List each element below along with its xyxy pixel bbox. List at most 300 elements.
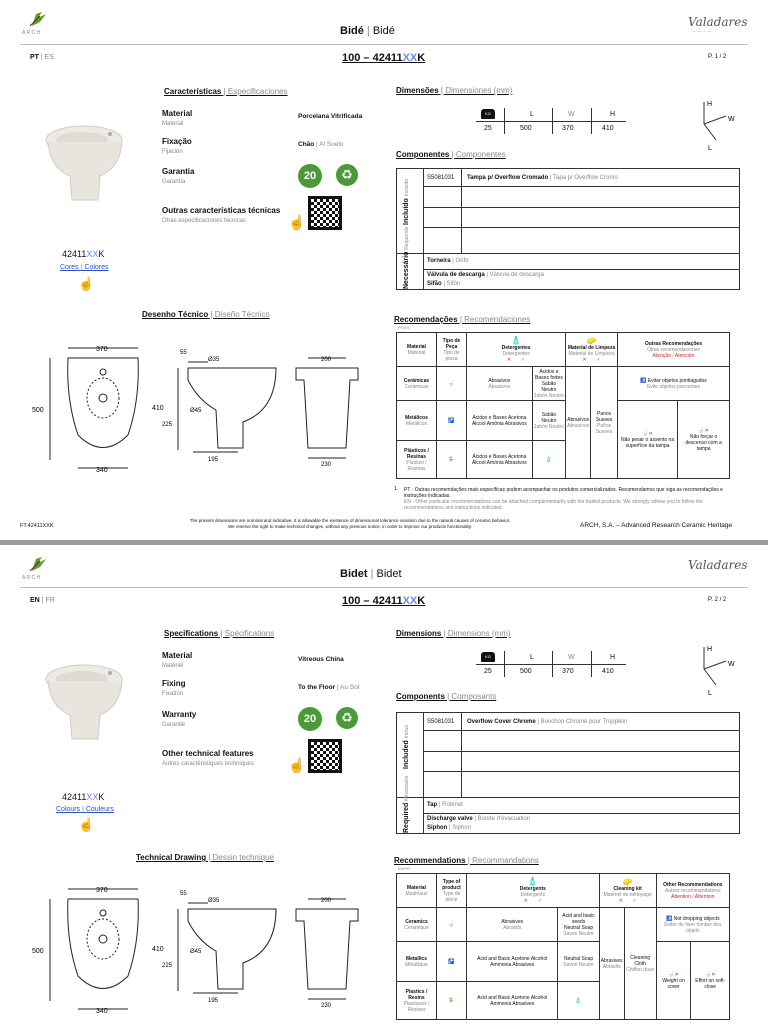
- dim-35: Ø35: [208, 898, 220, 904]
- components-title-alt: Componentes: [455, 150, 506, 159]
- no-sharp-icon: 🚮: [640, 377, 647, 384]
- product-image: [40, 120, 125, 205]
- separator: |: [484, 272, 490, 278]
- arch-logo-icon: [22, 8, 58, 28]
- toilet-icon: 🚽: [437, 908, 467, 942]
- soft-close-icon: 🚽: [698, 427, 705, 434]
- rec-row-plastics: Plastics / Resins Plastiques / Résines: [397, 982, 437, 1020]
- header-title: [340, 569, 402, 580]
- separator: |: [441, 629, 448, 638]
- page-number: P. 1 / 2: [708, 54, 727, 60]
- separator: |: [441, 281, 447, 287]
- model-prefix: 100 – 42411: [342, 595, 403, 607]
- rec-row-ceramics: Cerâmicas Cerámicas: [397, 367, 437, 401]
- rec-no-sharp: 🚮 Not dropping objects Éviter de faire tomber des objets: [656, 908, 729, 942]
- bidet-product-icon: [40, 659, 125, 744]
- fixing-value-primary: Chão: [298, 141, 315, 148]
- fixing-value: [298, 685, 359, 692]
- footer-company: ARCH, S.A. – Advanced Research Ceramic Heritage: [580, 522, 733, 529]
- dimensions-table: [476, 108, 626, 134]
- rec-acids-list-2: Acid and Basic Acetone Alcohol Ammonia Abrasives: [467, 982, 558, 1020]
- dim-230: 230: [321, 1003, 332, 1009]
- separator: |: [80, 806, 86, 813]
- features-title: [164, 630, 274, 638]
- rec-cloth: Panos Suaves Paños Suaves: [591, 367, 618, 479]
- dimensions-title-primary: Dimensions: [396, 629, 442, 638]
- axis-l-label: L: [708, 145, 712, 152]
- dim-value-w: 370: [562, 668, 574, 675]
- note-pt: PT - Outras recomendações mais específicas podem acompanhar os produtos comercializados. Recomendamos que siga as recomendações e instruções indicadas.: [404, 487, 723, 499]
- rec-row-metallics: Metallics Métallique: [397, 942, 437, 982]
- hand-pointer-icon[interactable]: ☝: [78, 276, 95, 291]
- rec-abrasive-kit: Abrasivos Abrasivos: [566, 367, 591, 479]
- rec-col-type: Tipo de Peça Tipo de pieza: [437, 333, 467, 367]
- required-valve: [427, 272, 544, 278]
- fixing-value-primary: To the Floor: [298, 684, 336, 691]
- fixing-value: [298, 142, 343, 149]
- table-rule: [423, 713, 424, 833]
- features-title-primary: Specifications: [164, 629, 219, 638]
- dim-195: 195: [208, 457, 219, 463]
- table-rule: [423, 813, 739, 814]
- model-xx: XX: [402, 52, 418, 64]
- dimensions-table: [476, 651, 626, 677]
- included-label-primary: Included: [403, 740, 410, 769]
- weight-icon: KG: [481, 652, 495, 662]
- dim-500: 500: [32, 407, 44, 414]
- dimensions-title: [396, 87, 512, 95]
- axis-w-label: W: [728, 116, 735, 123]
- model-xx: XX: [402, 595, 418, 607]
- spray-icon: 🧴: [558, 982, 599, 1020]
- brand-sub: — — — —: [692, 28, 712, 33]
- separator: |: [221, 87, 228, 96]
- rec-row-metallics: Metálicos Metálicos: [397, 401, 437, 441]
- model-number: [342, 596, 425, 607]
- required-tap-primary: Tap: [427, 802, 438, 808]
- table-rule: [423, 751, 739, 752]
- required-tap-alt: Robinet: [442, 802, 463, 808]
- material-value: Vitreous China: [298, 656, 344, 663]
- toilet-icon: 🚽: [437, 367, 467, 401]
- separator: |: [457, 315, 465, 324]
- rec-col-detergents: 🧴 Detergentes Detergentes ✕ ✓: [467, 333, 566, 367]
- components-table: [396, 168, 740, 290]
- fixing-label-alt: Fijación: [162, 149, 183, 155]
- rec-col-detergents: 🧴 Detergents Détergents ✕ ✓: [467, 874, 600, 908]
- lang-primary: EN: [30, 597, 40, 604]
- axis-l-label: L: [708, 690, 712, 697]
- brand-logo: Valadares: [688, 558, 748, 572]
- included-label-alt: Inclus: [404, 725, 410, 739]
- separator: |: [449, 150, 456, 159]
- table-rule: [552, 108, 553, 134]
- warranty-badge: [298, 164, 322, 188]
- features-title-primary: Características: [164, 87, 222, 96]
- footer-disclaimer: [150, 518, 550, 530]
- required-valve-alt: Bonde d'évacuation: [477, 816, 531, 822]
- required-tap: [427, 258, 468, 264]
- warranty-label: Garantia: [162, 167, 195, 176]
- separator: /: [690, 893, 695, 900]
- recommendations-table: [396, 873, 730, 1020]
- required-tap: [427, 802, 463, 808]
- recommendations-title: [394, 857, 539, 865]
- separator: |: [366, 25, 373, 37]
- required-tap-primary: Torneira: [427, 258, 451, 264]
- table-rule: [397, 253, 739, 254]
- dim-225: 225: [162, 422, 173, 428]
- model-prefix: 100 – 42411: [342, 52, 403, 64]
- rec-abrasive-kit: Abrasives Abrasifs: [599, 908, 624, 1020]
- detergent-icon: 🧴: [511, 336, 522, 345]
- dimensions-title: [396, 630, 511, 638]
- table-rule: [423, 169, 424, 289]
- footer-code: FT.42411XXK: [20, 523, 54, 529]
- separator: |: [314, 141, 320, 148]
- dim-195: 195: [208, 998, 219, 1004]
- hand-pointer-icon[interactable]: ☝: [78, 817, 95, 832]
- table-rule: [476, 121, 626, 122]
- recommendations-title: [394, 316, 530, 324]
- table-rule: [423, 730, 739, 731]
- header-divider: [20, 587, 748, 588]
- table-rule: [397, 797, 739, 798]
- rec-col-material: Material Matériaux: [397, 874, 437, 908]
- components-title-alt: Composants: [451, 692, 497, 701]
- fixing-label: Fixing: [162, 679, 186, 688]
- qr-code-icon[interactable]: [308, 196, 342, 230]
- header-title: [340, 26, 395, 37]
- included-label-primary: Incluído: [403, 198, 410, 225]
- component-name-alt: Tapa p/ Overflow Cromo: [553, 175, 618, 181]
- required-valve-alt: Válvula de descarga: [489, 272, 544, 278]
- rec-neutral-soap-2: Sabão Neutro Jabón Neutro: [532, 401, 565, 441]
- fixing-label: Fixação: [162, 137, 192, 146]
- lang-indicator: [30, 54, 54, 61]
- required-label-alt: Nécessaire: [404, 775, 410, 801]
- rec-no-weight: 🚽✕ Weight on cover: [656, 942, 691, 1020]
- toilet-weight-icon: 🚽: [668, 971, 675, 978]
- separator: |: [535, 719, 541, 725]
- separator: |: [38, 54, 45, 61]
- fixing-label-alt: Fixation: [162, 691, 184, 697]
- drawing-title: [142, 311, 270, 319]
- dim-header-l: L: [530, 111, 534, 118]
- product-code: [62, 250, 104, 259]
- required-label: [403, 227, 410, 289]
- drawing-back-view: [296, 909, 358, 989]
- other-features-label-alt: Autres caractéristiques techniques: [162, 761, 254, 767]
- separator: |: [370, 568, 377, 580]
- weight-icon: KG: [481, 109, 495, 119]
- required-siphon-primary: Siphon: [427, 825, 448, 831]
- recommendations-lang: EN/FR: [398, 866, 410, 871]
- footer-note-2: We reserve the right to make technical changes, without any previous notice, in order to improve our products functionality.: [228, 524, 472, 529]
- warranty-label: Warranty: [162, 710, 197, 719]
- rec-col-material: Material Material: [397, 333, 437, 367]
- technical-drawing: [28, 881, 378, 1021]
- rec-soft-close: 🚽✕ Effort on soft-close: [691, 942, 730, 1020]
- arch-logo-text: A R C H: [22, 575, 41, 581]
- rec-row-plastics: Plásticos / Resinas Plástico / Resinas: [397, 441, 437, 479]
- lang-secondary: ES: [44, 54, 55, 61]
- required-valve: [427, 816, 530, 822]
- dim-410: 410: [152, 405, 164, 412]
- separator: |: [39, 597, 46, 604]
- component-name-primary: Tampa p/ Overflow Cromado: [467, 175, 549, 181]
- separator: |: [438, 86, 446, 95]
- hand-pointer-icon[interactable]: ☝: [288, 757, 306, 773]
- components-title: [396, 693, 496, 701]
- dim-35: Ø35: [208, 357, 220, 363]
- required-valve-primary: Válvula de descarga: [427, 272, 485, 278]
- bidet-product-icon: [40, 120, 125, 205]
- recommendations-title-alt: Recomendaciones: [464, 315, 531, 324]
- components-title-primary: Componentes: [396, 150, 450, 159]
- dim-value-kg: 25: [484, 668, 492, 675]
- table-rule: [552, 651, 553, 677]
- cleaning-kit-icon: 🧽: [586, 336, 597, 345]
- model-suffix: K: [417, 52, 426, 64]
- required-siphon-alt: Sifón: [446, 281, 461, 287]
- separator: |: [78, 264, 85, 271]
- dim-410: 410: [152, 946, 164, 953]
- separator: |: [472, 816, 478, 822]
- material-label-alt: Matériel: [162, 663, 184, 669]
- required-siphon-primary: Sifão: [427, 281, 442, 287]
- table-rule: [461, 713, 462, 797]
- dim-500: 500: [32, 948, 44, 955]
- dim-header-h: H: [610, 654, 616, 661]
- axes-icon: [692, 94, 738, 152]
- rec-neutral-soap-2: Neutral Soap Savon Neutre: [558, 942, 599, 982]
- colors-link[interactable]: [60, 264, 109, 271]
- rec-col-other: Other Recommendations Autres recommandations Attention / Attention: [656, 874, 729, 908]
- soft-close-icon: 🚽: [705, 971, 712, 978]
- recycle-icon: ♻: [336, 164, 358, 186]
- dim-value-h: 410: [602, 125, 614, 132]
- required-label: [403, 776, 410, 833]
- product-code-xx: XX: [86, 792, 99, 802]
- recommendations-lang: PT/ES: [398, 325, 410, 330]
- drawing-top-view: [68, 899, 139, 989]
- no-sharp-icon: 🚮: [666, 915, 673, 922]
- product-image: [40, 659, 125, 744]
- warranty-years: 20: [303, 713, 317, 725]
- table-rule: [423, 269, 739, 270]
- product-code-prefix: 42411: [62, 249, 87, 259]
- required-siphon: [427, 281, 460, 287]
- faucet-icon: 🚰: [437, 401, 467, 441]
- arch-logo: [22, 553, 58, 583]
- rec-acids-list-2: Ácidos e Bases Acetona Álcool Amónia Abrasivos: [467, 441, 533, 479]
- product-code-prefix: 42411: [62, 792, 87, 802]
- table-rule: [504, 108, 505, 134]
- seat-icon: 🪑: [437, 982, 467, 1020]
- dim-value-l: 500: [520, 125, 532, 132]
- separator: /: [670, 352, 675, 359]
- colors-link[interactable]: [56, 806, 114, 813]
- warranty-label-alt: Garantía: [162, 179, 186, 185]
- rec-neutral: Ácidos e Bases fortes Sabão Neutro Jabón Neutro: [533, 368, 564, 399]
- drawing-title-alt: Diseño Técnico: [214, 310, 270, 319]
- other-features-label: Other technical features: [162, 749, 254, 758]
- dim-45: Ø45: [190, 949, 202, 955]
- colors-label[interactable]: Colours: [56, 806, 81, 813]
- table-rule: [423, 186, 739, 187]
- dim-header-l: L: [530, 654, 534, 661]
- separator: |: [465, 856, 473, 865]
- drawing-top-view: [68, 358, 139, 448]
- dim-45: Ø45: [190, 408, 202, 414]
- component-code: S5081031: [427, 719, 455, 725]
- lang-secondary: FR: [45, 597, 55, 604]
- material-value: Porcelana Vitrificada: [298, 113, 363, 120]
- dim-header-w: W: [568, 111, 575, 118]
- page-number: P. 2 / 2: [708, 597, 727, 603]
- technical-drawing: [28, 340, 378, 480]
- material-label: Material: [162, 109, 193, 118]
- table-rule: [591, 651, 592, 677]
- dim-200: 200: [321, 357, 332, 363]
- note-number: 1.: [394, 486, 399, 492]
- dim-header-w: W: [568, 654, 575, 661]
- rec-col-cleaning: 🧽 Material de Limpeza Material de Limpieza ✕ ✓: [566, 333, 618, 367]
- recycle-icon: ♻: [336, 707, 358, 729]
- separator: |: [335, 684, 341, 691]
- dim-value-l: 500: [520, 668, 532, 675]
- component-name-alt: Bouchon Chromé pour Tropplein: [540, 719, 628, 725]
- required-label-primary: Necessário: [403, 251, 410, 289]
- rec-neutral: Acid and basic seeds Neutral Soap Savon Neutre: [558, 908, 599, 942]
- included-label-alt: Incluido: [404, 178, 410, 197]
- faucet-icon: 🚰: [437, 942, 467, 982]
- rec-cloth: Cleaning Cloth Chiffon doux: [624, 908, 656, 1020]
- warranty-badge: [298, 707, 322, 731]
- header-title-primary: Bidet: [340, 568, 368, 580]
- product-code: [62, 793, 104, 802]
- rec-row-ceramics: Ceramics Céramique: [397, 908, 437, 942]
- brand-logo: Valadares: [688, 15, 748, 29]
- seat-icon: 🪑: [437, 441, 467, 479]
- required-siphon: [427, 825, 471, 831]
- rec-col-other: Outras Recomendações Otras recomendaciones Atenção / Atención: [617, 333, 729, 367]
- spray-icon: 🧴: [532, 441, 565, 479]
- recommendations-title-alt: Recommandations: [472, 856, 539, 865]
- rec-col-type: Type of product Type de pièce: [437, 874, 467, 908]
- axis-h-label: H: [707, 101, 713, 108]
- recommendations-title-primary: Recommendations: [394, 856, 466, 865]
- axis-h-label: H: [707, 646, 713, 653]
- required-tap-alt: Grifo: [455, 258, 469, 264]
- colors-label[interactable]: Cores: [60, 264, 79, 271]
- rec-acids-list: Ácidos e Bases Acetona Álcool Amónia Abrasivos: [467, 401, 533, 441]
- dimensions-title-alt: Dimensions (mm): [447, 629, 511, 638]
- dim-340: 340: [96, 1008, 108, 1015]
- cleaning-kit-icon: 🧽: [622, 877, 633, 886]
- separator: |: [450, 258, 456, 264]
- header-divider: [20, 44, 748, 45]
- rec-col-cleaning: 🧽 Cleaning kit Matériel de nettoyage ✕ ✓: [599, 874, 656, 908]
- component-name: [467, 719, 627, 725]
- features-title-alt: Especificaciones: [227, 87, 288, 96]
- separator: |: [548, 175, 554, 181]
- drawing-title: [136, 854, 274, 862]
- required-label-primary: Required: [403, 802, 410, 833]
- dim-55: 55: [180, 891, 187, 897]
- warranty-label-alt: Garantie: [162, 722, 186, 728]
- axes-icon: [692, 639, 738, 697]
- warranty-years: 20: [303, 170, 317, 182]
- components-title: [396, 151, 506, 159]
- dim-370: 370: [96, 346, 108, 353]
- rec-no-weight: 🚽✕ Não pesar o assento na superfície da tampa: [617, 401, 677, 479]
- table-rule: [423, 207, 739, 208]
- drawing-title-alt: Dessin technique: [212, 853, 274, 862]
- material-label-alt: Material: [162, 121, 184, 127]
- table-rule: [476, 664, 626, 665]
- included-label: [403, 179, 410, 225]
- arch-logo: [22, 8, 58, 38]
- hand-pointer-icon[interactable]: ☝: [288, 214, 306, 230]
- rec-acids-list: Acid and Basic Acetone Alcohol Ammonia Abrasives: [467, 942, 558, 982]
- arch-logo-icon: [22, 553, 58, 573]
- colors-label-alt[interactable]: Colores: [84, 264, 109, 271]
- recommendations-table: [396, 332, 730, 479]
- required-label-alt: Requerido: [404, 226, 410, 250]
- rec-abrasives: Abrasivos Abrasivos: [467, 367, 533, 401]
- dim-340: 340: [96, 467, 108, 474]
- components-table: [396, 712, 740, 834]
- lang-primary: PT: [30, 54, 39, 61]
- qr-code-icon[interactable]: [308, 739, 342, 773]
- separator: |: [437, 802, 443, 808]
- other-features-label: Outras características técnicas: [162, 206, 281, 215]
- dim-value-w: 370: [562, 125, 574, 132]
- dimensions-title-primary: Dimensões: [396, 86, 439, 95]
- separator: |: [206, 853, 213, 862]
- product-code-suffix: K: [98, 792, 105, 802]
- product-code-xx: XX: [86, 249, 99, 259]
- table-rule: [591, 108, 592, 134]
- colors-label-alt[interactable]: Couleurs: [85, 806, 114, 813]
- dim-value-kg: 25: [484, 125, 492, 132]
- rec-no-sharp: 🚮 Evitar objetos pontiagudos Evite objetos punzantes: [617, 367, 729, 401]
- note-en: EN - Other particular recommendations can be attached complementarily with the traded products. We strongly advise you to follow the recommendations and instructions indicated.: [404, 499, 703, 511]
- model-suffix: K: [417, 595, 426, 607]
- fixing-value-alt: Al Suelo: [319, 141, 344, 148]
- drawing-title-primary: Technical Drawing: [136, 853, 207, 862]
- component-name-primary: Overflow Cover Chrome: [467, 719, 536, 725]
- rec-soft-close: 🚽✕ Não forçar o descenso com a tampa: [678, 401, 730, 479]
- rec-abrasives: Abrasives Abrasifs: [467, 908, 558, 942]
- table-rule: [504, 651, 505, 677]
- separator: |: [444, 692, 452, 701]
- model-number: [342, 53, 425, 64]
- separator: |: [447, 825, 453, 831]
- fixing-value-alt: Au Sol: [340, 684, 360, 691]
- header-title-secondary: Bidé: [372, 25, 395, 37]
- component-code: S5081031: [427, 175, 455, 181]
- dimensions-title-alt: Dimensiones (mm): [445, 86, 513, 95]
- separator: |: [208, 310, 215, 319]
- footer-note-1: The present dimensions are nominal and indicative. It is allowable the existence of dimensional tolerance variation due to the natural causes of ceramic behavior.: [189, 518, 511, 523]
- features-title-alt: Spécifications: [224, 629, 275, 638]
- header-title-primary: Bidé: [340, 25, 364, 37]
- included-label: [403, 725, 410, 769]
- recommendations-title-primary: Recomendações: [394, 315, 458, 324]
